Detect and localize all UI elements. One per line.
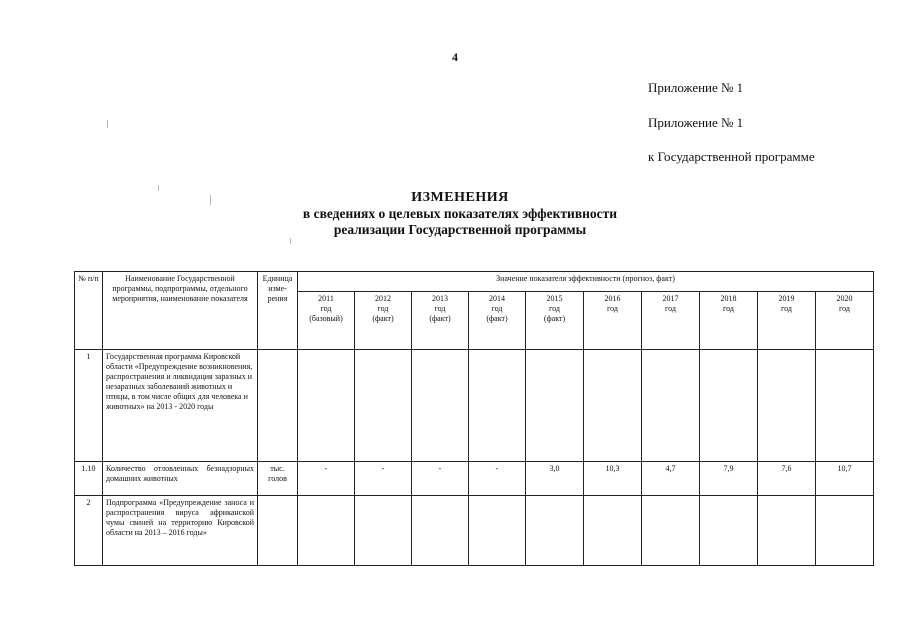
row-num: 1.10 [75, 462, 103, 496]
row-value [816, 496, 874, 566]
scan-speck [290, 238, 291, 244]
row-value [355, 350, 412, 462]
row-value [469, 496, 526, 566]
row-value [584, 350, 642, 462]
row-value: - [469, 462, 526, 496]
header-year-2015: 2015 год (факт) [526, 292, 584, 350]
document-subtitle-1: в сведениях о целевых показателях эффективности [302, 206, 618, 221]
row-name: Государственная программа Кировской области «Предупреждение возникновения, распространения и ликвидация заразных и незаразных заболеваний животных и птицы, в том числе общих для человека и животных» на 2013 - 2020 годы [103, 350, 258, 462]
row-value [355, 496, 412, 566]
scan-speck [107, 120, 108, 128]
row-value: 10,3 [584, 462, 642, 496]
appendix-line-3: к Государственной программе [648, 149, 815, 164]
row-value: 4,7 [642, 462, 700, 496]
header-year-2017: 2017 год [642, 292, 700, 350]
header-year-2014: 2014 год (факт) [469, 292, 526, 350]
row-value: 10,7 [816, 462, 874, 496]
appendix-line-2: Приложение № 1 [648, 115, 744, 130]
row-name: Подпрограмма «Предупреждение заноса и распространения вируса африканской чумы свиней на территорию Кировской области на 2013 – 2016 годы» [103, 496, 258, 566]
row-value: 7,6 [758, 462, 816, 496]
row-value [412, 350, 469, 462]
row-value [642, 496, 700, 566]
row-unit [258, 350, 298, 462]
row-value: - [412, 462, 469, 496]
header-name: Наименование Государственной программы, подпрограммы, отдельного мероприятия, наименование показателя [103, 272, 258, 350]
row-value [412, 496, 469, 566]
scan-speck [158, 185, 159, 191]
scan-speck [210, 195, 211, 205]
row-value [758, 350, 816, 462]
row-unit: тыс. голов [258, 462, 298, 496]
row-num: 1 [75, 350, 103, 462]
document-title: ИЗМЕНЕНИЯ [411, 190, 509, 205]
row-value [816, 350, 874, 462]
row-value [526, 350, 584, 462]
row-value: - [298, 462, 355, 496]
row-value [298, 350, 355, 462]
appendix-line-1: Приложение № 1 [648, 80, 744, 95]
row-value [700, 350, 758, 462]
row-value: 7,9 [700, 462, 758, 496]
row-value [469, 350, 526, 462]
header-values-group: Значение показателя эффективности (прогноз, факт) [298, 272, 874, 292]
header-year-2011: 2011 год (базовый) [298, 292, 355, 350]
header-year-2020: 2020 год [816, 292, 874, 350]
row-value: - [355, 462, 412, 496]
document-subtitle-2: реализации Государственной программы [333, 222, 587, 237]
row-unit [258, 496, 298, 566]
header-year-2016: 2016 год [584, 292, 642, 350]
header-num: № п/п [75, 272, 103, 350]
row-name: Количество отловленных безнадзорных домашних животных [103, 462, 258, 496]
table-row [75, 350, 874, 462]
header-year-2012: 2012 год (факт) [355, 292, 412, 350]
row-value [700, 496, 758, 566]
table-row [75, 496, 874, 566]
title-block [220, 190, 700, 238]
page-number: 4 [452, 50, 458, 64]
header-unit: Единица измерения [258, 272, 298, 350]
table-row [75, 462, 874, 496]
row-value [526, 496, 584, 566]
indicators-table [74, 271, 874, 566]
header-year-2019: 2019 год [758, 292, 816, 350]
header-year-2018: 2018 год [700, 292, 758, 350]
row-value [758, 496, 816, 566]
header-year-2013: 2013 год (факт) [412, 292, 469, 350]
row-value [642, 350, 700, 462]
row-value [584, 496, 642, 566]
row-value [298, 496, 355, 566]
row-num: 2 [75, 496, 103, 566]
row-value: 3,0 [526, 462, 584, 496]
